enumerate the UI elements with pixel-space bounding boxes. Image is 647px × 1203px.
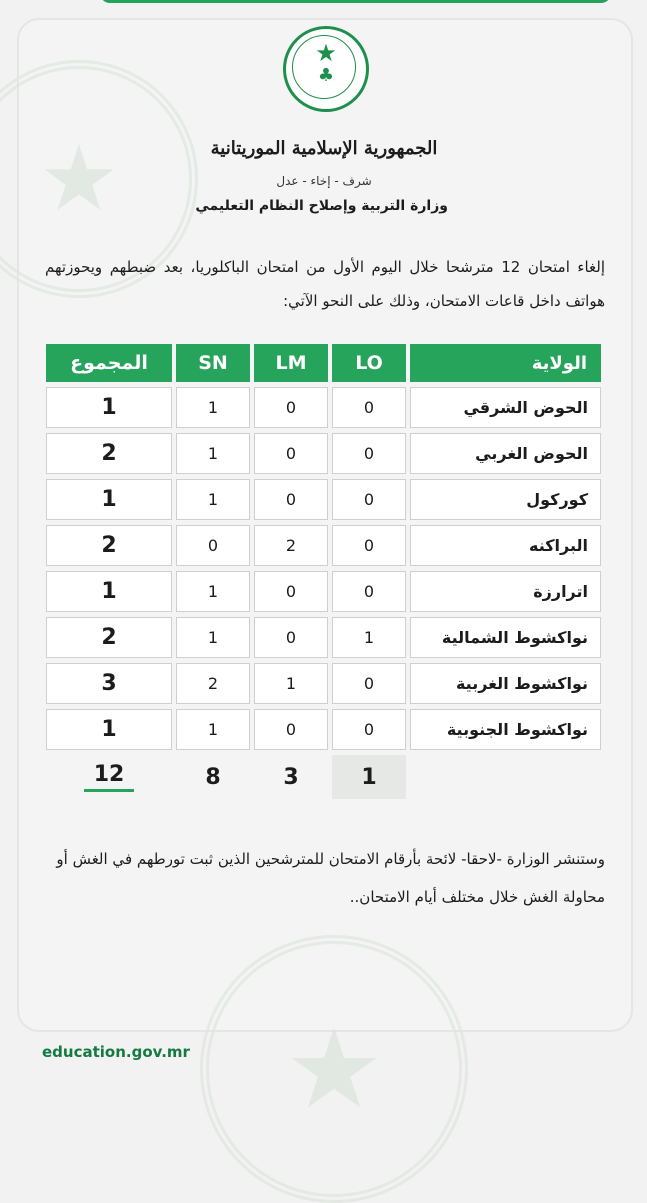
cell-sn: 1 xyxy=(176,709,250,750)
cell-lm: 0 xyxy=(254,617,328,658)
cell-total: 2 xyxy=(46,525,172,566)
top-accent-bar xyxy=(100,0,611,3)
header-lm: LM xyxy=(254,344,328,382)
cell-lm: 0 xyxy=(254,709,328,750)
cell-total: 1 xyxy=(46,387,172,428)
national-motto: شرف - إخاء - عدل xyxy=(276,174,372,188)
cell-total: 3 xyxy=(46,663,172,704)
cell-lm: 2 xyxy=(254,525,328,566)
header-lo: LO xyxy=(332,344,406,382)
cell-lo: 0 xyxy=(332,571,406,612)
table-row xyxy=(46,433,601,474)
cell-region: نواكشوط الشمالية xyxy=(410,617,601,658)
cell-total: 2 xyxy=(46,433,172,474)
cell-sn: 1 xyxy=(176,617,250,658)
table-row xyxy=(46,617,601,658)
cell-lo: 1 xyxy=(332,617,406,658)
cell-region: الحوض الغربي xyxy=(410,433,601,474)
cell-region: كوركول xyxy=(410,479,601,520)
cell-total: 1 xyxy=(46,709,172,750)
cell-lo: 0 xyxy=(332,387,406,428)
cell-sn: 0 xyxy=(176,525,250,566)
header-region: الولاية xyxy=(410,344,601,382)
seal-watermark-icon: ★ xyxy=(200,935,468,1203)
cell-lm: 0 xyxy=(254,387,328,428)
table-row xyxy=(46,709,601,750)
cell-lm: 0 xyxy=(254,571,328,612)
intro-paragraph: إلغاء امتحان 12 مترشحا خلال اليوم الأول من امتحان الباكلوريا، بعد ضبطهم ويحوزتهم هواتف داخل قاعات الامتحان، وذلك على النحو الآتي: xyxy=(45,258,606,310)
website-link[interactable]: education.gov.mr xyxy=(42,1043,190,1061)
cell-sn: 1 xyxy=(176,433,250,474)
grand-total xyxy=(46,755,172,799)
cell-region: نواكشوط الجنوبية xyxy=(410,709,601,750)
table-row xyxy=(46,479,601,520)
cell-lm: 0 xyxy=(254,479,328,520)
cell-lm: 0 xyxy=(254,433,328,474)
sum-spacer xyxy=(410,755,601,799)
table-header-row xyxy=(46,344,601,382)
cell-lm: 1 xyxy=(254,663,328,704)
cell-region: الحوض الشرقي xyxy=(410,387,601,428)
cell-region: اترارزة xyxy=(410,571,601,612)
cell-lo: 0 xyxy=(332,663,406,704)
results-table xyxy=(42,339,605,804)
seal-watermark-icon: ★ xyxy=(0,60,198,298)
sum-lo: 1 xyxy=(332,755,406,799)
national-seal-icon: ★ ♣ xyxy=(283,26,369,112)
table-row xyxy=(46,387,601,428)
header-sn: SN xyxy=(176,344,250,382)
cell-total: 2 xyxy=(46,617,172,658)
header-total: المجموع xyxy=(46,344,172,382)
table-row xyxy=(46,571,601,612)
sum-sn: 8 xyxy=(205,764,221,790)
cell-lo: 0 xyxy=(332,433,406,474)
cell-sn: 1 xyxy=(176,571,250,612)
cell-sn: 1 xyxy=(176,479,250,520)
cell-lo: 0 xyxy=(332,525,406,566)
cell-total: 1 xyxy=(46,479,172,520)
cell-region: نواكشوط الغربية xyxy=(410,663,601,704)
country-name: الجمهورية الإسلامية الموريتانية xyxy=(210,138,438,159)
ministry-name: وزارة التربية وإصلاح النظام التعليمي xyxy=(195,198,448,214)
cell-lo: 0 xyxy=(332,709,406,750)
footer-note: وستنشر الوزارة -لاحقا- لائحة بأرقام الامتحان للمترشحين الذين ثبت تورطهم في الغش أو محاولة الغش خلال مختلف أيام الامتحان.. xyxy=(56,850,605,906)
cell-total: 1 xyxy=(46,571,172,612)
cell-lo: 0 xyxy=(332,479,406,520)
sum-lm: 3 xyxy=(283,764,299,790)
cell-region: البراكنه xyxy=(410,525,601,566)
grand-total-value: 12 xyxy=(84,762,135,792)
table-row xyxy=(46,663,601,704)
totals-row xyxy=(46,755,601,799)
cell-sn: 2 xyxy=(176,663,250,704)
cell-sn: 1 xyxy=(176,387,250,428)
table-row xyxy=(46,525,601,566)
